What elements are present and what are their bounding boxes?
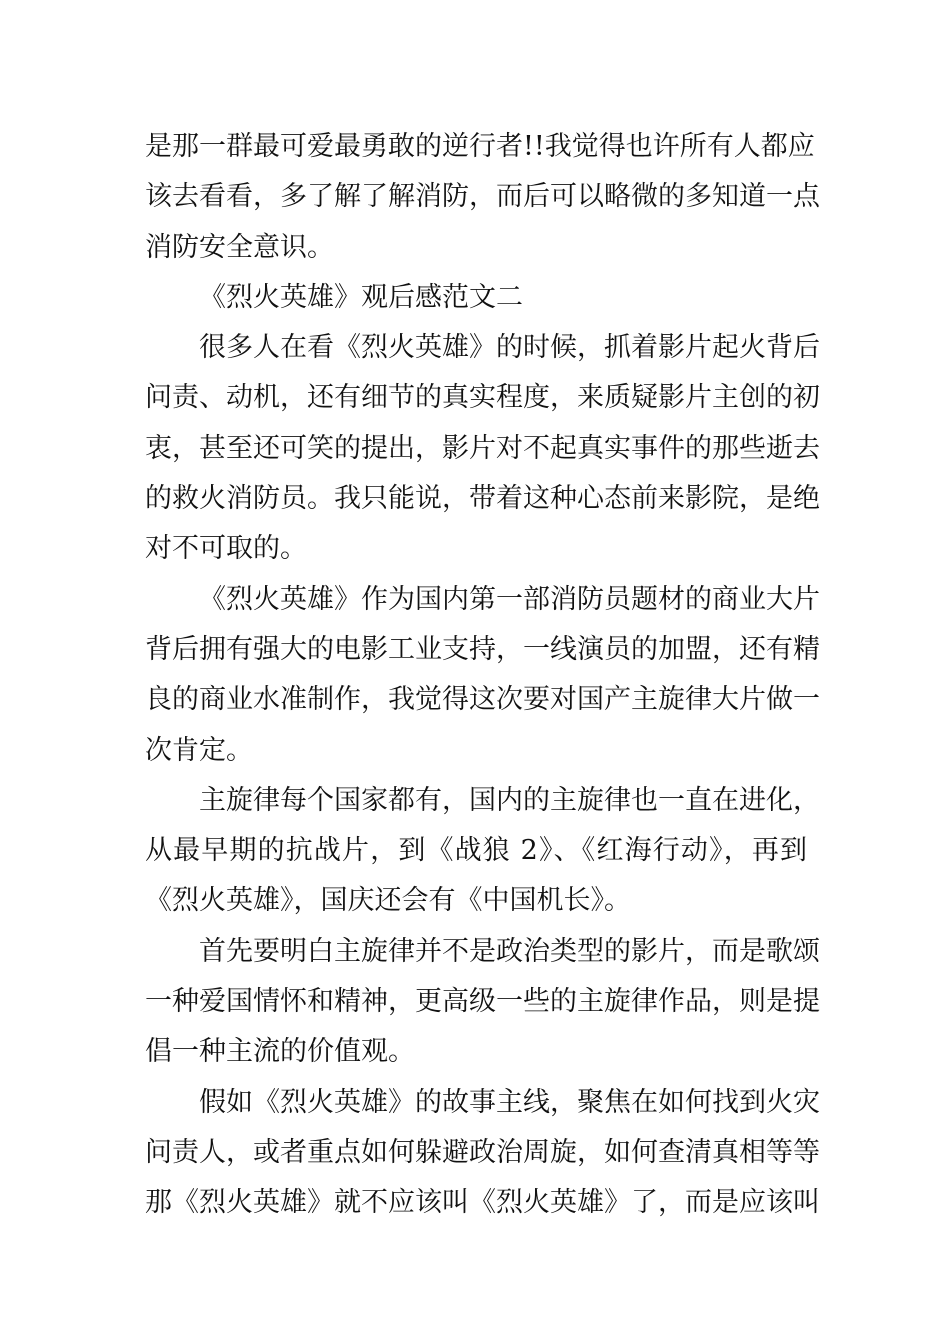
text-line: 倡一种主流的价值观。 bbox=[145, 1036, 415, 1068]
text-line: 该去看看，多了解了解消防，而后可以略微的多知道一点 bbox=[145, 181, 820, 213]
text-line: 对不可取的。 bbox=[145, 533, 307, 565]
paragraph-6 bbox=[145, 1078, 820, 1229]
document-body bbox=[145, 122, 820, 1229]
paragraph-2 bbox=[145, 323, 820, 574]
heading-text: 《烈火英雄》观后感范文二 bbox=[199, 281, 523, 313]
text-line: 假如《烈火英雄》的故事主线，聚焦在如何找到火灾 bbox=[199, 1086, 820, 1118]
text-line: 的救火消防员。我只能说，带着这种心态前来影院，是绝 bbox=[145, 483, 820, 515]
section-heading bbox=[145, 273, 807, 323]
text-line: 主旋律每个国家都有，国内的主旋律也一直在进化， bbox=[199, 784, 820, 816]
text-line: 《烈火英雄》作为国内第一部消防员题材的商业大片 bbox=[199, 583, 820, 615]
text-line: 问责人，或者重点如何躲避政治周旋，如何查清真相等等 bbox=[145, 1136, 820, 1168]
text-line: 问责、动机，还有细节的真实程度，来质疑影片主创的初 bbox=[145, 382, 820, 414]
text-line: 从最早期的抗战片，到《战狼 2》、《红海行动》，再到 bbox=[145, 835, 807, 867]
text-line: 首先要明白主旋律并不是政治类型的影片，而是歌颂 bbox=[199, 935, 820, 967]
paragraph-3 bbox=[145, 575, 820, 776]
text-line: 《烈火英雄》，国庆还会有《中国机长》。 bbox=[145, 885, 631, 917]
text-line: 一种爱国情怀和精神，更高级一些的主旋律作品，则是提 bbox=[145, 986, 820, 1018]
text-line: 是那一群最可爱最勇敢的逆行者!!我觉得也许所有人都应 bbox=[145, 131, 815, 162]
text-line: 良的商业水准制作，我觉得这次要对国产主旋律大片做一 bbox=[145, 684, 820, 716]
text-line: 衷，甚至还可笑的提出，影片对不起真实事件的那些逝去 bbox=[145, 432, 820, 464]
text-line: 次肯定。 bbox=[145, 734, 253, 766]
text-line: 消防安全意识。 bbox=[145, 231, 334, 263]
text-line: 那《烈火英雄》就不应该叫《烈火英雄》了，而是应该叫 bbox=[145, 1187, 820, 1219]
text-line: 背后拥有强大的电影工业支持，一线演员的加盟，还有精 bbox=[145, 633, 820, 665]
paragraph-1 bbox=[145, 122, 820, 273]
paragraph-5 bbox=[145, 927, 820, 1078]
paragraph-4 bbox=[145, 776, 820, 927]
text-line: 很多人在看《烈火英雄》的时候，抓着影片起火背后 bbox=[199, 332, 820, 364]
